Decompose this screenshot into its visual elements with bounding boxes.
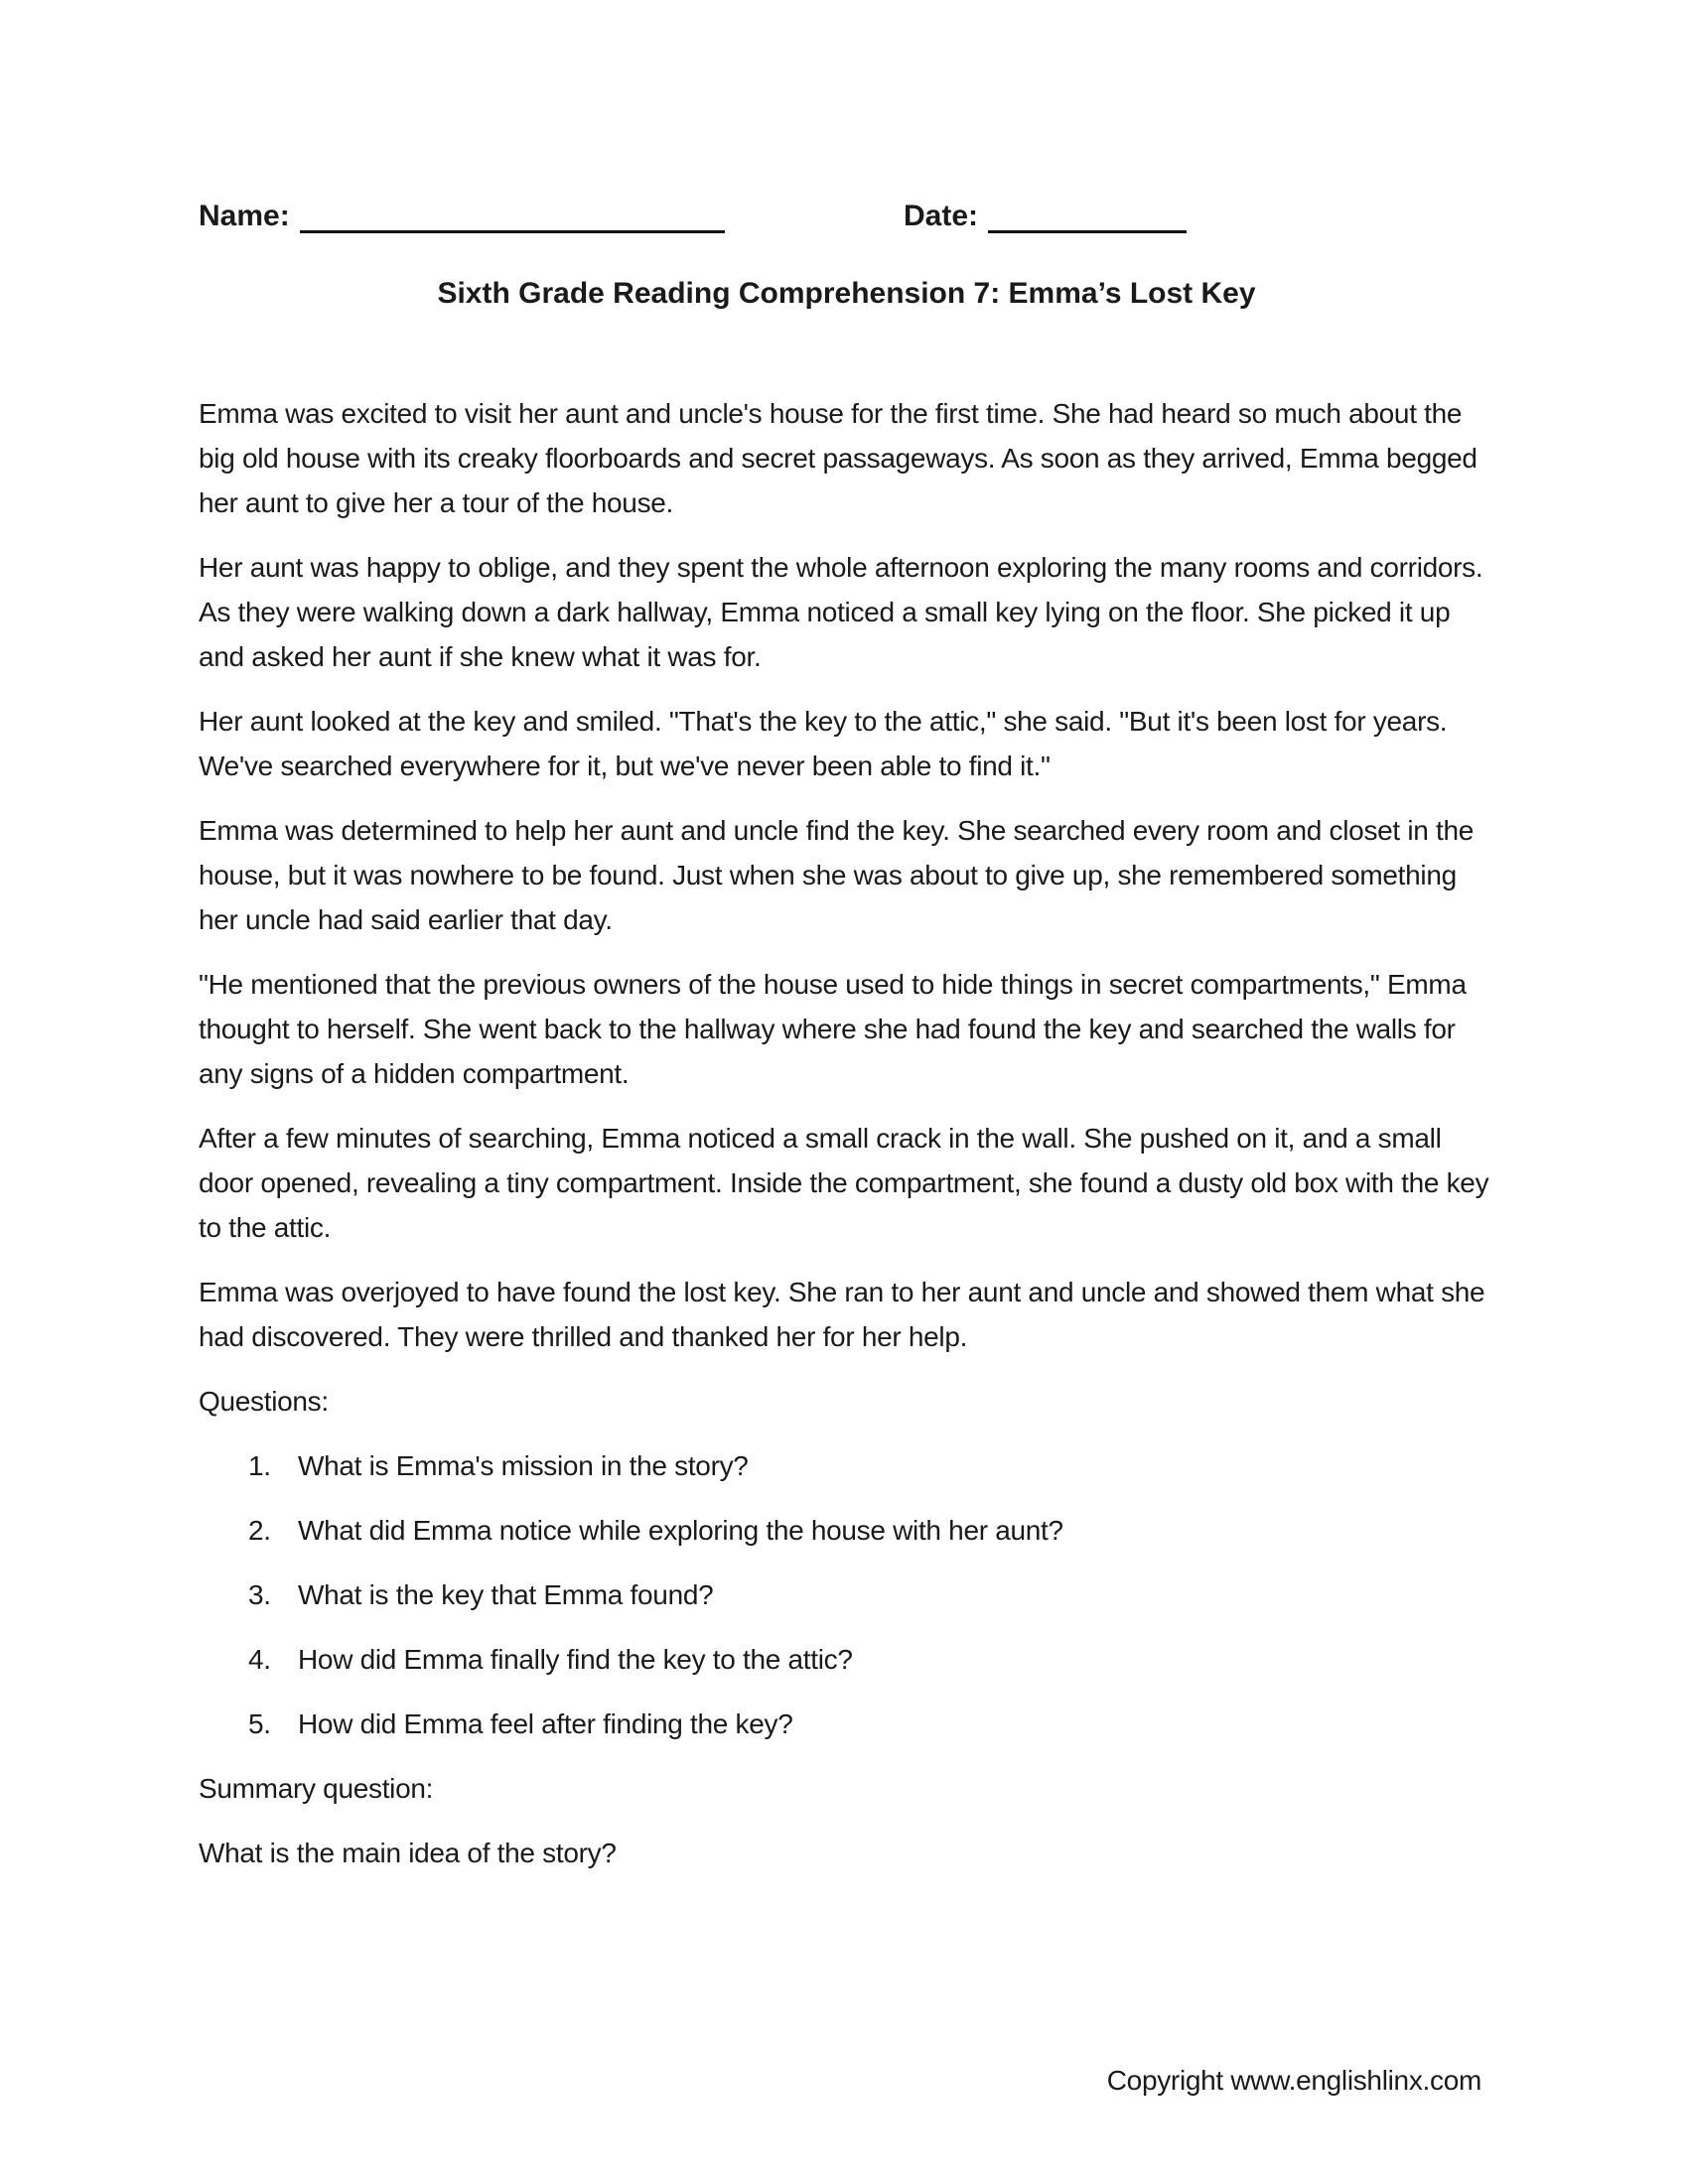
copyright-text: Copyright www.englishlinx.com [1106, 2065, 1481, 2096]
question-number: 2. [248, 1515, 271, 1546]
question-item-2 [248, 1508, 1494, 1553]
questions-label: Questions: [199, 1386, 329, 1417]
date-blank-line [988, 195, 1187, 233]
header-row [199, 195, 1494, 242]
summary-label: Summary question: [199, 1773, 434, 1804]
name-label: Name: [199, 200, 290, 232]
question-number: 3. [248, 1579, 271, 1610]
summary-question: What is the main idea of the story? [199, 1838, 617, 1868]
page-footer [1107, 2065, 1481, 2097]
question-text: What is Emma's mission in the story? [298, 1450, 749, 1481]
story-paragraph-5: "He mentioned that the previous owners of the house used to hide things in secret compartments," Emma thought to herself. She went back to the hallway where she had found the key and searched the walls for any signs of a hidden compartment. [199, 969, 1467, 1089]
worksheet-content [199, 195, 1494, 1895]
question-number: 1. [248, 1450, 271, 1481]
questions-list [199, 1443, 1494, 1746]
date-label: Date: [904, 200, 979, 232]
date-field-group [904, 195, 1187, 233]
story-passage [199, 391, 1494, 1359]
story-paragraph-4: Emma was determined to help her aunt and uncle find the key. She searched every room and closet in the house, but it was nowhere to be found. Just when she was about to give up, she remembered something her uncle had said earlier that day. [199, 815, 1475, 935]
question-number: 5. [248, 1708, 271, 1739]
question-text: How did Emma finally find the key to the attic? [298, 1644, 853, 1675]
story-paragraph-6: After a few minutes of searching, Emma noticed a small crack in the wall. She pushed on it, and a small door opened, revealing a tiny compartment. Inside the compartment, she found a dusty old box with the key to the attic. [199, 1123, 1489, 1243]
question-item-1 [248, 1443, 1494, 1488]
name-blank-line [300, 195, 725, 233]
story-paragraph-3: Her aunt looked at the key and smiled. "That's the key to the attic," she said. "But it's been lost for years. We've searched everywhere for it, but we've never been able to find it." [199, 706, 1448, 781]
question-number: 4. [248, 1644, 271, 1675]
story-paragraph-1: Emma was excited to visit her aunt and uncle's house for the first time. She had heard so much about the big old house with its creaky floorboards and secret passageways. As soon as they arrived, Emma begged her aunt to give her a tour of the house. [199, 398, 1477, 518]
story-paragraph-7: Emma was overjoyed to have found the lost key. She ran to her aunt and uncle and showed them what she had discovered. They were thrilled and thanked her for her help. [199, 1277, 1485, 1352]
question-text: How did Emma feel after finding the key? [298, 1708, 793, 1739]
worksheet-title: Sixth Grade Reading Comprehension 7: Emma’s Lost Key [437, 277, 1256, 310]
question-text: What is the key that Emma found? [298, 1579, 714, 1610]
question-item-3 [248, 1572, 1494, 1617]
name-field-group [199, 195, 725, 233]
question-item-4 [248, 1637, 1494, 1682]
question-text: What did Emma notice while exploring the house with her aunt? [298, 1515, 1063, 1546]
question-item-5 [248, 1702, 1494, 1746]
story-paragraph-2: Her aunt was happy to oblige, and they spent the whole afternoon exploring the many rooms and corridors. As they were walking down a dark hallway, Emma noticed a small key lying on the floor. She picked it up and asked her aunt if she knew what it was for. [199, 552, 1483, 672]
